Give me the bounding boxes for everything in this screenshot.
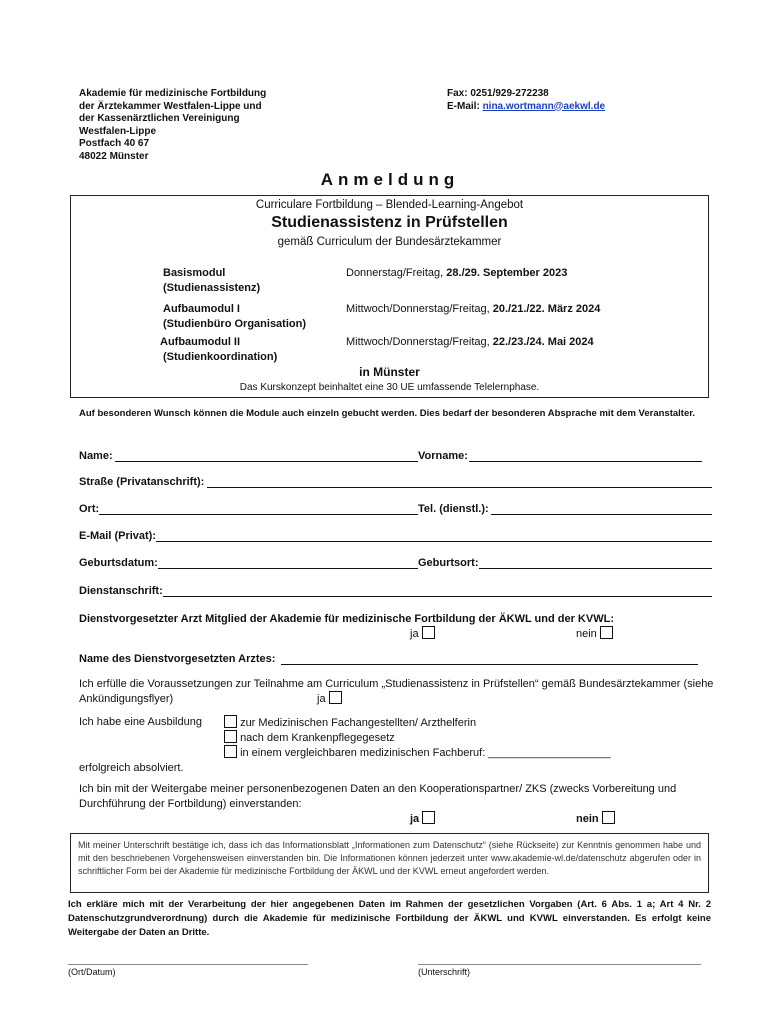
data-share-yes-checkbox[interactable] [422,811,435,824]
module-sub: (Studienkoordination) [163,351,278,363]
strasse-field[interactable] [207,474,712,488]
geburtsdatum-field[interactable] [158,555,418,569]
address-line: Westfalen-Lippe [79,125,157,137]
vorname-field[interactable] [469,448,702,462]
signature-label: (Unterschrift) [418,967,471,977]
course-basis: gemäß Curriculum der Bundesärztekammer [277,236,502,248]
module-date: Mittwoch/Donnerstag/Freitag, 20./21./22. März 2024 [346,303,601,315]
membership-yes: ja [410,626,435,642]
supervisor-name-field[interactable] [281,651,698,665]
requirements-yes: ja [317,691,342,707]
vorname-label: Vorname: [418,450,468,462]
data-share-no: nein [576,811,615,827]
training-option: nach dem Krankenpflegegesetz [224,730,395,746]
module-name: Aufbaumodul I [163,303,240,315]
email-label: E-Mail: [447,100,483,112]
training-label: Ich habe eine Ausbildung [79,716,202,728]
data-share-text: Ich bin mit der Weitergabe meiner personenbezogenen Daten an den Kooperationspartner/ ZKS (zwecks Vorbereitung und Durchführung der Fortbildung) einverstanden: [79,783,677,810]
training-option-checkbox[interactable] [224,715,237,728]
training-completed: erfolgreich absolviert. [79,762,184,774]
address-line: Akademie für medizinische Fortbildung [79,88,267,99]
email-row [447,101,747,114]
email-label: E-Mail (Privat): [79,530,157,542]
membership-no-checkbox[interactable] [600,626,613,639]
training-option: zur Medizinischen Fachangestellten/ Arzthelferin [224,715,476,731]
membership-question: Dienstvorgesetzter Arzt Mitglied der Akademie für medizinische Fortbildung der ÄKWL und der KVWL: [79,613,614,625]
address-line: 48022 Münster [79,150,149,162]
place-date-line[interactable] [68,964,308,965]
dienstanschrift-label: Dienstanschrift: [79,585,163,597]
page-title: Anmeldung [320,170,460,189]
address-line: der Ärztekammer Westfalen-Lippe und [79,100,262,112]
supervisor-name-label: Name des Dienstvorgesetzten Arztes: [79,653,276,665]
training-option-checkbox[interactable] [224,730,237,743]
tel-label: Tel. (dienstl.): [418,503,489,515]
geburtsort-label: Geburtsort: [418,557,479,569]
course-box [70,195,709,398]
address-line: Postfach 40 67 [79,138,150,149]
email-link[interactable]: nina.wortmann@aekwl.de [482,100,606,112]
module-sub: (Studienassistenz) [163,282,261,294]
course-note: Das Kurskonzept beinhaltet eine 30 UE umfassende Telelernphase. [239,382,540,393]
training-option-checkbox[interactable] [224,745,237,758]
membership-yes-checkbox[interactable] [422,626,435,639]
course-subtitle: Curriculare Fortbildung – Blended-Learning-Angebot [255,199,524,211]
membership-no: nein [576,626,613,642]
contact-info [447,88,747,113]
data-share-yes: ja [410,811,435,827]
geburtsdatum-label: Geburtsdatum: [79,557,158,569]
email-field[interactable] [156,528,712,542]
academy-address [79,88,379,163]
data-share-no-checkbox[interactable] [602,811,615,824]
training-option: in einem vergleichbaren medizinischen Fachberuf: ____________________ [224,745,611,761]
tel-field[interactable] [491,501,712,515]
geburtsort-field[interactable] [479,555,712,569]
module-name: Basismodul [163,267,226,279]
module-date: Mittwoch/Donnerstag/Freitag, 22./23./24. Mai 2024 [346,336,594,348]
separate-booking-note: Auf besonderen Wunsch können die Module auch einzeln gebucht werden. Dies bedarf der besonderen Absprache mit dem Veranstalter. [79,408,696,419]
ort-label: Ort: [79,503,100,515]
strasse-label: Straße (Privatanschrift): [79,476,205,488]
ort-field[interactable] [99,501,418,515]
module-date: Donnerstag/Freitag, 28./29. September 2023 [346,267,568,279]
signature-line[interactable] [418,964,701,965]
consent-statement: Ich erkläre mich mit der Verarbeitung der hier angegebenen Daten im Rahmen der gesetzlichen Vorgaben (Art. 6 Abs. 1 a; Art 4 Nr. 2 Datenschutzgrundverordnung) durch die Akademie für medizinische Fortbildung der ÄKWL und KVWL einverstanden. Es erfolgt keine Weitergabe der Daten an Dritte. [68,899,711,938]
course-title: Studienassistenz in Prüfstellen [271,214,508,231]
requirements-text: Ich erfülle die Voraussetzungen zur Teilnahme am Curriculum „Studienassistenz in Prüfstellen“ gemäß Bundesärztekammer (siehe Ankündigungsflyer) [79,678,714,705]
module-name: Aufbaumodul II [160,336,241,348]
place-date-label: (Ort/Datum) [68,967,116,977]
requirements-yes-checkbox[interactable] [329,691,342,704]
fax-number: Fax: 0251/929-272238 [447,88,549,99]
dienstanschrift-field[interactable] [163,583,712,597]
name-label: Name: [79,450,113,462]
course-location: in Münster [359,365,420,379]
name-field[interactable] [115,448,418,462]
module-sub: (Studienbüro Organisation) [163,318,306,330]
address-line: der Kassenärztlichen Vereinigung [79,113,240,124]
privacy-info-box: Mit meiner Unterschrift bestätige ich, dass ich das Informationsblatt „Informationen zum Datenschutz“ (siehe Rückseite) zur Kenntnis genommen habe und mit den beschriebenen Vorgehensweisen einverstanden bin. Die Informationen können jederzeit unter www.akademie-wl.de/datenschutz abgerufen oder in schriftlicher Form bei der Akademie für medizinische Fortbildung der ÄKWL und der KVWL erneut angefordert werden. [70,833,709,893]
